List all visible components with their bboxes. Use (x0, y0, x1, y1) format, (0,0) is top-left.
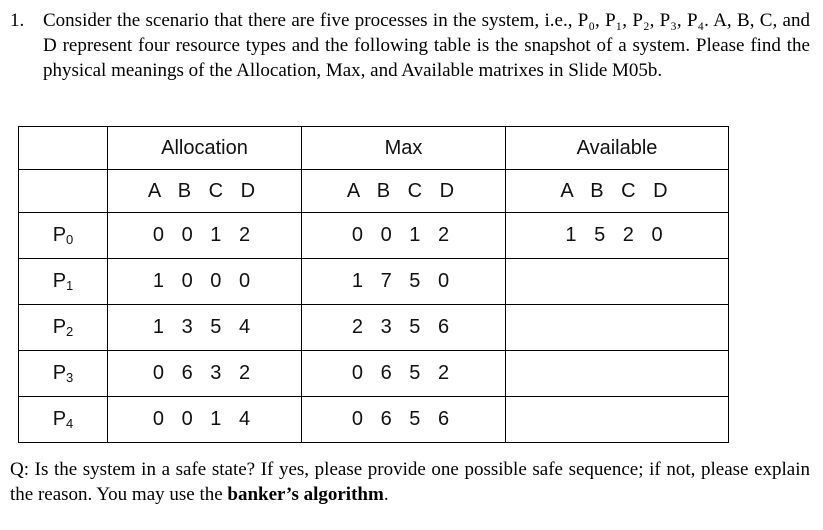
subheader-empty (19, 170, 108, 213)
max-cell: 2 3 5 6 (302, 305, 506, 351)
allocation-cell: 1 3 5 4 (108, 305, 302, 351)
max-cell: 0 0 1 2 (302, 213, 506, 259)
max-cell: 0 6 5 2 (302, 351, 506, 397)
question-text: Consider the scenario that there are five processes in the system, i.e., P₀, P₁, P₂, P₃, P₄. A, B, C, and D represent four resource types and the following table is the snapshot of a system. Please find the physical meanings of the Allocation, Max, and Available matrixes in Slide M05b. (43, 10, 810, 81)
table-row (19, 259, 729, 305)
available-cell (506, 351, 729, 397)
snapshot-table (18, 126, 729, 443)
max-cell: 1 7 5 0 (302, 259, 506, 305)
header-allocation: Allocation (108, 127, 302, 170)
question-paragraph (10, 8, 810, 83)
subheader-max: A B C D (302, 170, 506, 213)
prompt-end: . (383, 484, 389, 505)
process-label: $P_1$ (19, 259, 108, 305)
process-label: $P_3$ (19, 351, 108, 397)
allocation-cell: 0 0 1 4 (108, 397, 302, 443)
table-subheader-row (19, 170, 729, 213)
process-label: $P_0$ (19, 213, 108, 259)
question-prompt (10, 457, 810, 507)
header-available: Available (506, 127, 729, 170)
table-row (19, 351, 729, 397)
table-row (19, 397, 729, 443)
table-row (19, 305, 729, 351)
available-cell: 1 5 2 0 (506, 213, 729, 259)
table-header-row (19, 127, 729, 170)
allocation-cell: 0 6 3 2 (108, 351, 302, 397)
table-row (19, 213, 729, 259)
available-cell (506, 397, 729, 443)
process-label: $P_2$ (19, 305, 108, 351)
header-empty (19, 127, 108, 170)
subheader-available: A B C D (506, 170, 729, 213)
prompt-bold-term: banker’s algorithm (227, 484, 384, 505)
prompt-text: Q: Is the system in a safe state? If yes, please provide one possible safe sequence; if not, please explain the reason. You may use the (10, 459, 810, 505)
process-label: $P_4$ (19, 397, 108, 443)
header-max: Max (302, 127, 506, 170)
available-cell (506, 305, 729, 351)
available-cell (506, 259, 729, 305)
allocation-cell: 0 0 1 2 (108, 213, 302, 259)
max-cell: 0 6 5 6 (302, 397, 506, 443)
subheader-allocation: A B C D (108, 170, 302, 213)
allocation-cell: 1 0 0 0 (108, 259, 302, 305)
question-number: 1. (10, 10, 25, 31)
